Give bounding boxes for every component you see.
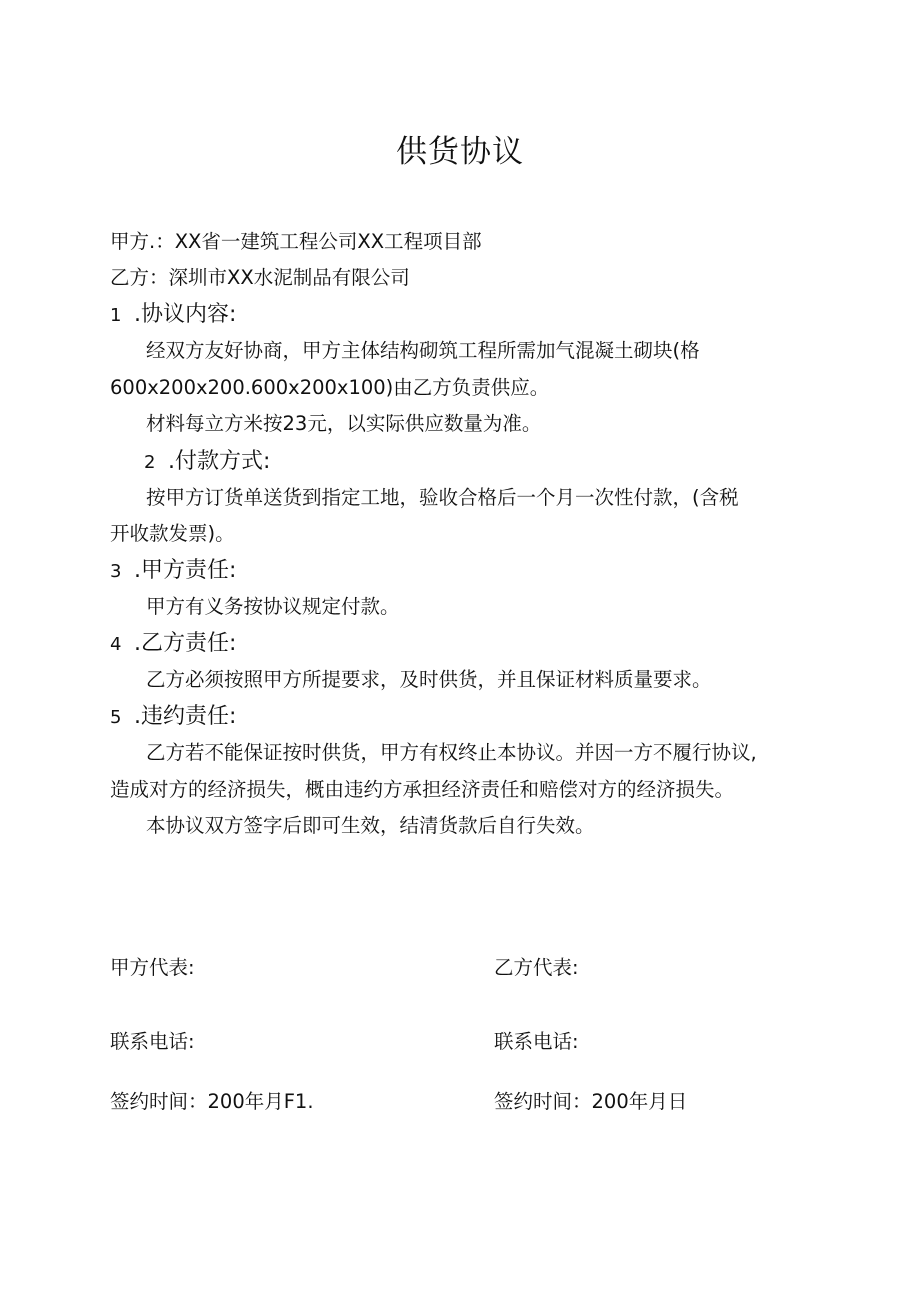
section-5-paragraph: 造成对方的经济损失，概由违约方承担经济责任和赔偿对方的经济损失。 (110, 778, 735, 801)
section-title: .付款方式: (168, 449, 271, 474)
section-1-paragraph: 经双方友好协商，甲方主体结构砌筑工程所需加气混凝土砌块(格 (146, 339, 700, 362)
section-title: .甲方责任: (134, 558, 237, 583)
party-b-line: 乙方：深圳市XX水泥制品有限公司 (110, 266, 410, 289)
party-a-representative: 甲方代表: (110, 956, 195, 979)
document-title: 供货协议 (396, 134, 524, 170)
section-2-heading (144, 451, 270, 473)
section-1-paragraph: 材料每立方米按23元，以实际供应数量为准。 (146, 412, 542, 435)
party-b-representative: 乙方代表: (494, 956, 579, 979)
section-number: 5 (110, 707, 122, 728)
party-a-line: 甲方.：XX省一建筑工程公司XX工程项目部 (110, 230, 482, 253)
party-b-phone: 联系电话: (494, 1030, 579, 1053)
section-3-heading (110, 560, 236, 582)
section-5-paragraph: 本协议双方签字后即可生效，结清货款后自行失效。 (146, 814, 595, 837)
party-a-sign-date: 签约时间：200年月F1. (110, 1090, 314, 1113)
section-2-paragraph: 按甲方订货单送货到指定工地，验收合格后一个月一次性付款，(含税 (146, 486, 739, 509)
section-number: 1 (110, 305, 122, 326)
section-1-paragraph: 600x200x200.600x200x100)由乙方负责供应。 (110, 376, 550, 399)
section-2-paragraph: 开收款发票)。 (110, 522, 235, 545)
section-1-heading (110, 304, 236, 326)
section-title: .乙方责任: (134, 631, 237, 656)
party-a-phone: 联系电话: (110, 1030, 195, 1053)
section-title: .协议内容: (134, 302, 237, 327)
section-title: .违约责任: (134, 704, 237, 729)
section-4-heading (110, 633, 236, 655)
section-number: 2 (144, 452, 156, 473)
section-5-paragraph: 乙方若不能保证按时供货，甲方有权终止本协议。并因一方不履行协议, (146, 741, 757, 764)
section-number: 4 (110, 634, 122, 655)
section-3-paragraph: 甲方有义务按协议规定付款。 (146, 595, 400, 618)
party-b-sign-date: 签约时间：200年月日 (494, 1090, 688, 1113)
section-4-paragraph: 乙方必须按照甲方所提要求，及时供货，并且保证材料质量要求。 (146, 668, 712, 691)
section-number: 3 (110, 561, 122, 582)
section-5-heading (110, 706, 236, 728)
